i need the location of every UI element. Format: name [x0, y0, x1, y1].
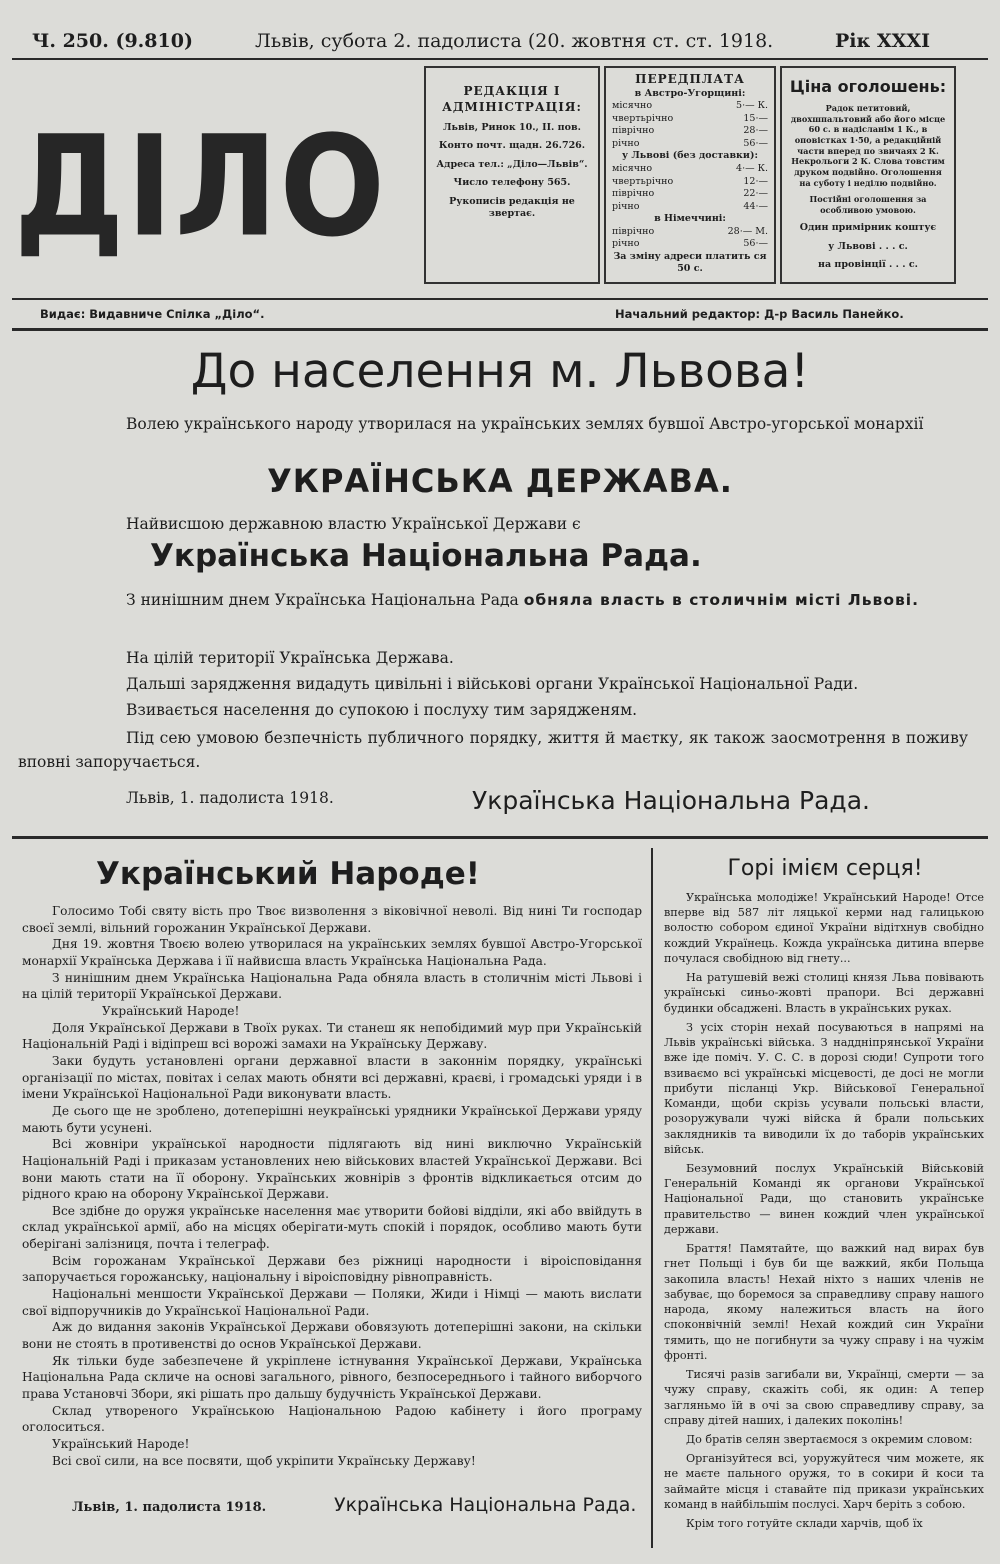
proclamation-line3: [18, 588, 968, 612]
publisher-rule: [12, 328, 988, 331]
subscription-box: [604, 66, 776, 284]
price-lviv: у Львові . . . с.: [828, 240, 908, 252]
left-article-title: Український Народе!: [96, 856, 480, 892]
newspaper-logo: ДІЛО: [14, 106, 387, 269]
editorial-box: [424, 66, 600, 284]
rate-row: чвертьрічно 15·—: [612, 112, 768, 124]
rate-row: річно 56·—: [612, 238, 768, 250]
germany-label: в Німеччині:: [654, 213, 726, 225]
paragraph: Національні меншости Української Держави — Поляки, Жиди і Німці — мають вислати свої відпоручників до Української Національної Ради.: [22, 1287, 642, 1318]
top-rule: [12, 58, 988, 60]
ads-box: [780, 66, 956, 284]
paragraph: Організуйтеся всі, уоружуйтеся чим можете, як не маєте пального оружя, то в сокири й коси та займайте місця і ставайте під прикази українських команд в найбільшім послусі. Харч беріть з собою.: [664, 1452, 984, 1511]
proclamation-line7: Під сею умовою безпечність публичного порядку, життя й маєтку, як також заосмотрення в поживу вповні запоручається.: [18, 729, 968, 772]
state-heading: УКРАЇНСЬКА ДЕРЖАВА.: [267, 462, 733, 500]
proclamation-line4: На цілій території Українська Держава.: [126, 649, 454, 667]
volume-year: Рік XXXI: [835, 30, 930, 52]
right-article-body: [664, 890, 984, 1550]
paragraph: Український Народе!: [52, 1437, 190, 1451]
right-article-title: Горі імієм серця!: [727, 856, 923, 881]
ads-rates: Радок петитовий, двохшпальтовий або його місце 60 с. в надісланім 1 К., в оповістках 1·50, а редакційній части вперед по звичаях 2 К. Некрольоги 2 К. Слова товстим друком подвійно. Оголошення на суботу і неділю подвійно.: [790, 103, 946, 188]
ads-title: Ціна оголошень:: [789, 77, 947, 96]
manuscripts-note: Рукописів редакція не звертає.: [449, 195, 575, 220]
left-article-signature: Українська Національна Рада.: [334, 1494, 637, 1516]
left-article-body: [22, 903, 642, 1469]
paragraph: Голосимо Тобі святу вість про Твоє визволення з віковічної неволі. Від нині Ти господар своєї землі, вільний горожанин Української Держави.: [22, 904, 642, 935]
rate-row: піврічно 28·—: [612, 125, 768, 137]
rate-row: річно 56·—: [612, 137, 768, 149]
proclamation-line3a: З нинішним днем Українська Національна Рада: [126, 591, 519, 609]
masthead-rule: [12, 298, 988, 300]
paragraph: Безумовний послух Українській Військовій Генеральній Команді як органови Української Національної Ради, що становить українське правительство — винен кождий член української держави.: [664, 1161, 984, 1236]
rate-row: піврічно 22·—: [612, 188, 768, 200]
proclamation-heading: До населення м. Львова!: [190, 344, 810, 399]
paragraph: Тисячі разів загибали ви, Українці, смерти — за чужу справу, скажіть собі, як один: А тепер загляньмо їй в очі за свою справедливу справу, за справу дітей наших, і далеких поколінь!: [664, 1368, 984, 1427]
postal-account: Конто почт. щадн. 26.726.: [438, 140, 586, 152]
editor-line: Начальний редактор: Д-р Василь Панейко.: [615, 307, 904, 321]
phone-number: Число телефону 565.: [453, 177, 571, 189]
proclamation-line2: Найвисшою державною властю Української Держави є: [126, 515, 581, 533]
austria-label: в Австро-Угорщині:: [634, 87, 746, 99]
paragraph: Доля Української Держави в Твоїх руках. Ти станеш як непобідимий мур при Українській Національній Раді і відіпреш всі ворожі замахи на Українську Державу.: [22, 1020, 642, 1052]
publisher-line: Видає: Видавниче Спілка „Діло“.: [40, 307, 265, 321]
rate-row: місячно 4·— К.: [612, 163, 768, 175]
paragraph: На ратушевій вежі столиці князя Льва повівають українські синьо-жовті прапори. Всі державні будинки обсаджені. Власть в українських руках.: [664, 971, 984, 1015]
paragraph: Браття! Памятайте, що важкий над вирах був гнет Польщі і був би ще важкий, якби Польща закопила власть! Нехай ніхто з наших членів не забуває, що боремося за справедливу справу нашого народа, якому належиться власть на його споконвічній землі! Нехай кождий син України тямить, що не погибнути за чужу справу і на чужім фронті.: [664, 1242, 984, 1362]
council-heading: Українська Національна Рада.: [150, 538, 702, 574]
proclamation-line3b: обняла власть в столичнім місті Львові.: [523, 591, 920, 609]
paragraph: Дня 19. жовтня Твоєю волею утворилася на українських землях бувшої Австро-Угорської монархії Українська Держава і її найвисша власть Українська Національна Рада.: [22, 937, 642, 968]
proclamation-line6: Взивається населення до супокою і послуху тим зарядженям.: [126, 701, 638, 719]
ads-permanent-note: Постійні оголошення за особливою умовою.: [809, 194, 927, 216]
editorial-address: Львів, Ринок 10., II. пов.: [443, 121, 581, 133]
paragraph: З усіх сторін нехай посуваються в напрямі на Львів українські війська. З наддніпрянської України вже іде поміч. У. С. С. в дорозі сюди! Супроти того взиваємо всі українські місцевості, де досі не могли прибути післанці Укр. Військової Генеральної Команди, щоби скрізь усували польські власти, розоружували чужі війска й брали польських заклядників та виводили їх до таборів українських військ.: [664, 1020, 984, 1156]
proclamation-line5: Дальші зарядження видадуть цивільні і військові органи Української Національної Ради.: [126, 675, 859, 693]
paragraph: Всім горожанам Української Держави без ріжниці народности і віроісповідання запоручається горожанську, національну і віроісповідну рівноправність.: [22, 1253, 642, 1285]
paragraph: Крім того готуйте склади харчів, щоб їх: [686, 1517, 923, 1531]
dateline: Львів, субота 2. падолиста (20. жовтня ст. ст. 1918.: [255, 30, 774, 52]
editorial-title: РЕДАКЦІЯ І АДМІНІСТРАЦІЯ:: [442, 84, 582, 114]
paragraph: Все здібне до оружя українське населення має утворити бойові відділи, які або ввійдуть в склад української армії, або на місцях оберігати-муть спокій і порядок, особливо мають бути оберігані залізниця, почта і телеграф.: [22, 1203, 642, 1252]
price-provinces: на провінції . . . с.: [818, 259, 918, 271]
rate-row: місячно 5·— К.: [612, 100, 768, 112]
issue-number: Ч. 250. (9.810): [32, 30, 193, 52]
paragraph: Всі жовніри української народности підлягають від нині виключно Українській Національній Раді і приказам установлених нею військових властей Української Держави. Всі вони мають стати на її оборону. Українських жовнірів з фронтів відкликається отсим до рідного краю на оборону Української Держави.: [22, 1137, 642, 1202]
paragraph: Українська молодіже! Український Народе! Отсе вперве від 587 літ ляцької керми над галицькою волостю собором єдиної України відітхнув свобідно кождий Українець. Кожда українська дитина вперве почулася свобідною від гнету...: [664, 891, 984, 965]
paragraph: Український Народе!: [102, 1003, 240, 1018]
paragraph: До братів селян звертаємося з окремим словом:: [686, 1432, 973, 1446]
rate-row: річно 44·—: [612, 200, 768, 212]
proclamation-signature: Українська Національна Рада.: [472, 786, 870, 815]
column-rule: [651, 848, 653, 1548]
telegraph-address: Адреса тел.: „Діло—Львів“.: [436, 158, 588, 170]
section-rule: [12, 836, 988, 839]
paragraph: Склад утвореного Українською Національною Радою кабінету і його програму оголоситься.: [22, 1403, 642, 1435]
paragraph: Де сього ще не зроблено, дотеперішні неукраїнські урядники Української Держави уряду мають бути усунені.: [22, 1103, 642, 1135]
paragraph: Аж до видання законів Української Держави обовязують дотеперішні закони, на скільки вони не стоять в противенстві до основ Української Держави.: [22, 1320, 642, 1352]
subscription-title: ПЕРЕДПЛАТА: [635, 72, 745, 86]
paragraph: З нинішним днем Українська Національна Рада обняла власть в столичнім місті Львові і на цілій території Української Держави.: [22, 970, 642, 1002]
proclamation-date: Львів, 1. падолиста 1918.: [126, 789, 334, 807]
address-change-note: За зміну адреси платить ся 50 с.: [613, 250, 767, 275]
proclamation-line1: Волею українського народу утворилася на українських землях бувшої Австро-угорської монархії: [126, 415, 924, 433]
left-article-date: Львів, 1. падолиста 1918.: [72, 1500, 267, 1515]
paragraph: Заки будуть установлені органи державної власти в законнім порядку, українські організації по містах, повітах і селах мають обняти всі державні, краєві, і громадські уряди і в імени Української Національної Ради виконувати власть.: [22, 1053, 642, 1102]
rate-row: чвертьрічно 12·—: [612, 175, 768, 187]
lviv-label: у Львові (без доставки):: [622, 150, 758, 162]
paragraph: Всі свої сили, на все посвяти, щоб укріпити Українську Державу!: [52, 1453, 476, 1468]
rate-row: піврічно 28·— М.: [612, 225, 768, 237]
single-copy-price: Один примірник коштує: [799, 222, 937, 234]
paragraph: Як тільки буде забезпечене й укріплене істнування Української Держави, Українська Національна Рада скличе на основі загального, рівного, безпосереднього і тайного виборчого права Установчі Збори, які рішать про дальшу будучність Української Держави.: [22, 1353, 642, 1402]
